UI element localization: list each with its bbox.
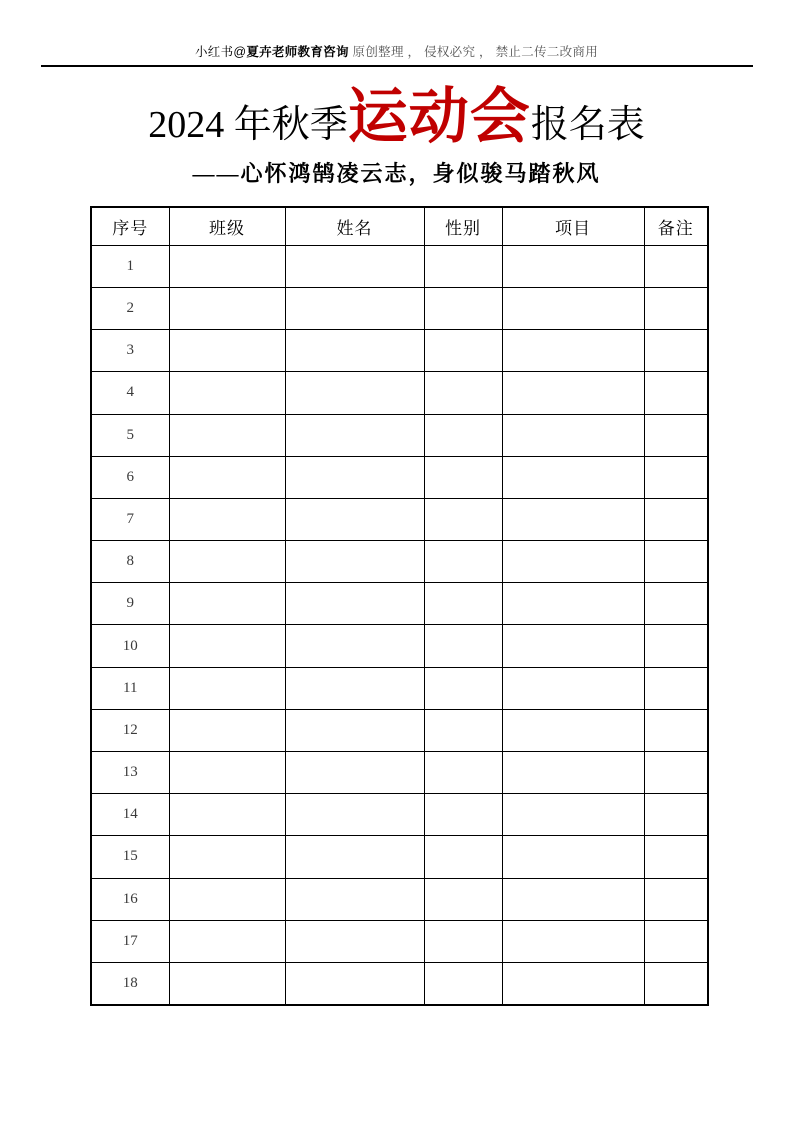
row-number-cell: 2 bbox=[91, 287, 169, 329]
empty-cell bbox=[644, 836, 708, 878]
empty-cell bbox=[502, 330, 644, 372]
table-body bbox=[91, 245, 708, 1004]
row-number-cell: 5 bbox=[91, 414, 169, 456]
row-number-cell: 13 bbox=[91, 752, 169, 794]
table-row bbox=[91, 794, 708, 836]
col-header-gender: 性别 bbox=[424, 207, 502, 245]
row-number-cell: 8 bbox=[91, 541, 169, 583]
row-number-cell: 16 bbox=[91, 878, 169, 920]
row-number-cell: 18 bbox=[91, 962, 169, 1004]
row-number-cell: 9 bbox=[91, 583, 169, 625]
table-row bbox=[91, 287, 708, 329]
empty-cell bbox=[169, 583, 285, 625]
row-number-cell: 10 bbox=[91, 625, 169, 667]
empty-cell bbox=[644, 625, 708, 667]
empty-cell bbox=[502, 498, 644, 540]
empty-cell bbox=[644, 245, 708, 287]
empty-cell bbox=[285, 709, 424, 751]
table-header-row bbox=[91, 207, 708, 245]
empty-cell bbox=[169, 541, 285, 583]
empty-cell bbox=[644, 372, 708, 414]
empty-cell bbox=[502, 583, 644, 625]
empty-cell bbox=[424, 836, 502, 878]
empty-cell bbox=[644, 794, 708, 836]
row-number-cell: 17 bbox=[91, 920, 169, 962]
empty-cell bbox=[502, 709, 644, 751]
table-row bbox=[91, 625, 708, 667]
row-number-cell: 3 bbox=[91, 330, 169, 372]
empty-cell bbox=[644, 752, 708, 794]
empty-cell bbox=[424, 709, 502, 751]
row-number-cell: 7 bbox=[91, 498, 169, 540]
title-highlight: 运动会 bbox=[347, 84, 531, 151]
table-row bbox=[91, 456, 708, 498]
table-row bbox=[91, 920, 708, 962]
col-header-event: 项目 bbox=[502, 207, 644, 245]
empty-cell bbox=[285, 836, 424, 878]
empty-cell bbox=[285, 372, 424, 414]
empty-cell bbox=[424, 414, 502, 456]
empty-cell bbox=[502, 245, 644, 287]
empty-cell bbox=[644, 414, 708, 456]
empty-cell bbox=[644, 456, 708, 498]
empty-cell bbox=[285, 498, 424, 540]
empty-cell bbox=[285, 962, 424, 1004]
title-suffix: 报名表 bbox=[530, 104, 645, 147]
table-row bbox=[91, 498, 708, 540]
empty-cell bbox=[285, 878, 424, 920]
watermark-prefix: 小红书@ bbox=[194, 45, 247, 59]
empty-cell bbox=[424, 287, 502, 329]
empty-cell bbox=[644, 920, 708, 962]
empty-cell bbox=[285, 414, 424, 456]
watermark bbox=[0, 0, 793, 60]
empty-cell bbox=[285, 920, 424, 962]
empty-cell bbox=[169, 245, 285, 287]
empty-cell bbox=[285, 625, 424, 667]
table-row bbox=[91, 414, 708, 456]
empty-cell bbox=[644, 709, 708, 751]
empty-cell bbox=[169, 794, 285, 836]
empty-cell bbox=[169, 287, 285, 329]
empty-cell bbox=[285, 667, 424, 709]
empty-cell bbox=[424, 667, 502, 709]
table-row bbox=[91, 709, 708, 751]
empty-cell bbox=[169, 920, 285, 962]
empty-cell bbox=[424, 752, 502, 794]
empty-cell bbox=[285, 456, 424, 498]
empty-cell bbox=[502, 414, 644, 456]
empty-cell bbox=[169, 878, 285, 920]
empty-cell bbox=[285, 794, 424, 836]
row-number-cell: 1 bbox=[91, 245, 169, 287]
subtitle: ——心怀鸿鹄凌云志，身似骏马踏秋风 bbox=[192, 161, 601, 187]
empty-cell bbox=[424, 583, 502, 625]
row-number-cell: 6 bbox=[91, 456, 169, 498]
table-row bbox=[91, 878, 708, 920]
table-row bbox=[91, 245, 708, 287]
empty-cell bbox=[169, 836, 285, 878]
empty-cell bbox=[424, 920, 502, 962]
registration-table bbox=[90, 206, 709, 1005]
table-row bbox=[91, 541, 708, 583]
empty-cell bbox=[424, 625, 502, 667]
empty-cell bbox=[502, 752, 644, 794]
empty-cell bbox=[502, 667, 644, 709]
empty-cell bbox=[424, 372, 502, 414]
row-number-cell: 14 bbox=[91, 794, 169, 836]
empty-cell bbox=[285, 752, 424, 794]
col-header-name: 姓名 bbox=[285, 207, 424, 245]
empty-cell bbox=[644, 878, 708, 920]
empty-cell bbox=[169, 625, 285, 667]
empty-cell bbox=[424, 878, 502, 920]
title-prefix: 2024 年秋季 bbox=[148, 104, 348, 147]
empty-cell bbox=[502, 287, 644, 329]
empty-cell bbox=[644, 962, 708, 1004]
empty-cell bbox=[424, 456, 502, 498]
empty-cell bbox=[285, 287, 424, 329]
empty-cell bbox=[502, 962, 644, 1004]
empty-cell bbox=[169, 456, 285, 498]
empty-cell bbox=[502, 456, 644, 498]
empty-cell bbox=[502, 878, 644, 920]
empty-cell bbox=[169, 414, 285, 456]
row-number-cell: 4 bbox=[91, 372, 169, 414]
empty-cell bbox=[285, 583, 424, 625]
table-row bbox=[91, 752, 708, 794]
row-number-cell: 12 bbox=[91, 709, 169, 751]
empty-cell bbox=[285, 245, 424, 287]
empty-cell bbox=[644, 667, 708, 709]
col-header-note: 备注 bbox=[644, 207, 708, 245]
empty-cell bbox=[169, 498, 285, 540]
empty-cell bbox=[644, 541, 708, 583]
empty-cell bbox=[502, 625, 644, 667]
empty-cell bbox=[502, 541, 644, 583]
empty-cell bbox=[169, 752, 285, 794]
empty-cell bbox=[424, 541, 502, 583]
empty-cell bbox=[285, 330, 424, 372]
row-number-cell: 15 bbox=[91, 836, 169, 878]
empty-cell bbox=[169, 667, 285, 709]
empty-cell bbox=[169, 709, 285, 751]
empty-cell bbox=[424, 498, 502, 540]
empty-cell bbox=[424, 245, 502, 287]
empty-cell bbox=[502, 920, 644, 962]
divider-line bbox=[41, 65, 753, 67]
empty-cell bbox=[644, 583, 708, 625]
watermark-notice: 原创整理 ， 侵权必究 ， 禁止二传二改商用 bbox=[348, 45, 599, 59]
empty-cell bbox=[424, 962, 502, 1004]
table-row bbox=[91, 836, 708, 878]
table-row bbox=[91, 372, 708, 414]
col-header-class: 班级 bbox=[169, 207, 285, 245]
empty-cell bbox=[644, 287, 708, 329]
col-header-index: 序号 bbox=[91, 207, 169, 245]
empty-cell bbox=[285, 541, 424, 583]
page-title bbox=[0, 81, 793, 153]
table-row bbox=[91, 330, 708, 372]
empty-cell bbox=[644, 330, 708, 372]
empty-cell bbox=[502, 372, 644, 414]
empty-cell bbox=[169, 962, 285, 1004]
watermark-account: 夏卉老师教育咨询 bbox=[246, 45, 349, 59]
empty-cell bbox=[169, 330, 285, 372]
empty-cell bbox=[502, 794, 644, 836]
empty-cell bbox=[424, 330, 502, 372]
empty-cell bbox=[424, 794, 502, 836]
empty-cell bbox=[502, 836, 644, 878]
table-row bbox=[91, 667, 708, 709]
empty-cell bbox=[644, 498, 708, 540]
table-row bbox=[91, 583, 708, 625]
empty-cell bbox=[169, 372, 285, 414]
table-row bbox=[91, 962, 708, 1004]
row-number-cell: 11 bbox=[91, 667, 169, 709]
